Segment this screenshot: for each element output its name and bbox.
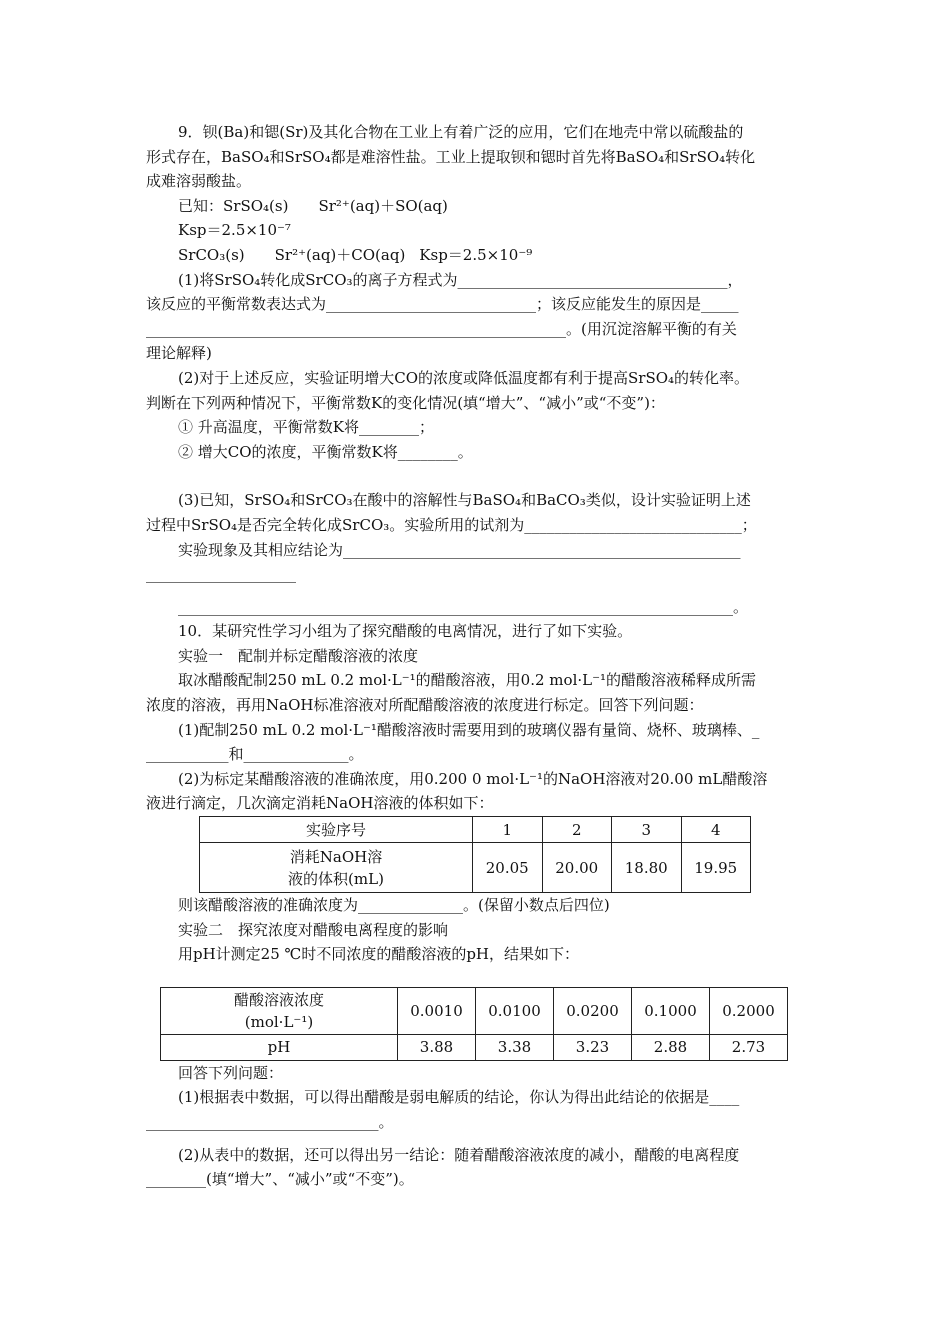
q10-exp1-desc-line-2: 浓度的溶液，再用NaOH标准溶液对所配醋酸溶液的浓度进行标定。回答下列问题： bbox=[146, 696, 704, 715]
trial-header: 实验序号 bbox=[200, 817, 473, 843]
volume-value: 20.00 bbox=[542, 843, 612, 893]
trial-number: 2 bbox=[542, 817, 612, 843]
volume-row-label bbox=[200, 843, 473, 893]
volume-value: 19.95 bbox=[681, 843, 751, 893]
q9-intro-line-3: 成难溶弱酸盐。 bbox=[146, 172, 252, 191]
volume-label-line-1: 消耗NaOH溶 bbox=[289, 847, 383, 866]
q9-part2-line-2: 判断在下列两种情况下，平衡常数K的变化情况(填“增大”、“减小”或“不变”)： bbox=[146, 393, 665, 412]
trial-number: 1 bbox=[473, 817, 543, 843]
q10-exp1-title: 实验一 配制并标定醋酸溶液的浓度 bbox=[178, 646, 419, 665]
q9-part1-line-3: ________________________________________________________。(用沉淀溶解平衡的有关 bbox=[146, 319, 737, 338]
titration-table bbox=[199, 816, 751, 893]
concentration-value: 0.0010 bbox=[398, 987, 476, 1034]
table-row bbox=[161, 987, 788, 1034]
concentration-row-label bbox=[161, 987, 398, 1034]
q9-equation-1: Sr²⁺(aq)＋SO(aq) bbox=[318, 196, 448, 215]
q9-part3-line-2: 过程中SrSO₄是否完全转化成SrCO₃。实验所用的试剂为_____________________________； bbox=[146, 515, 757, 534]
q9-intro-line-1: 9．钡(Ba)和锶(Sr)及其化合物在工业上有着广泛的应用，它们在地壳中常以硫酸盐的 bbox=[178, 123, 744, 141]
concentration-label-line-1: 醋酸溶液浓度 bbox=[233, 990, 324, 1009]
volume-value: 20.05 bbox=[473, 843, 543, 893]
q9-intro-line-2: 形式存在，BaSO₄和SrSO₄都是难溶性盐。工业上提取钡和锶时首先将BaSO₄和SrSO₄转化 bbox=[146, 147, 756, 166]
volume-value: 18.80 bbox=[612, 843, 682, 893]
q10-exp1-q1-line-2: ___________和______________。 bbox=[146, 745, 364, 764]
table-row bbox=[200, 817, 751, 843]
ph-value: 3.38 bbox=[476, 1034, 554, 1060]
ph-table bbox=[160, 987, 788, 1061]
q10-exp1-q2-answer: 则该醋酸溶液的准确浓度为______________。(保留小数点后四位) bbox=[178, 896, 610, 915]
ph-row-label: pH bbox=[161, 1034, 398, 1060]
q9-part3-line-4: ____________________ bbox=[146, 565, 296, 584]
q9-srco3-label: SrCO₃(s) bbox=[178, 245, 245, 264]
table-row bbox=[161, 1034, 788, 1060]
q9-part3-line-1: (3)已知，SrSO₄和SrCO₃在酸中的溶解性与BaSO₄和BaCO₃类似，设计实验证明上述 bbox=[178, 491, 751, 510]
document-page bbox=[146, 120, 810, 1192]
q10-exp1-q1-line-1: (1)配制250 mL 0.2 mol·L⁻¹醋酸溶液时需要用到的玻璃仪器有量筒、烧杯、玻璃棒、_ bbox=[178, 720, 760, 739]
q9-ksp-1: Ksp＝2.5×10⁻⁷ bbox=[178, 221, 291, 240]
q10-exp2-q2-line-2: ________(填“增大”、“减小”或“不变”)。 bbox=[146, 1170, 414, 1189]
q9-known-label: 已知：SrSO₄(s) bbox=[178, 196, 289, 215]
ph-value: 2.73 bbox=[710, 1034, 788, 1060]
q10-exp1-q2-line-2: 液进行滴定，几次滴定消耗NaOH溶液的体积如下： bbox=[146, 794, 494, 813]
q10-exp1-desc-line-1: 取冰醋酸配制250 mL 0.2 mol·L⁻¹的醋酸溶液，用0.2 mol·L⁻¹的醋酸溶液稀释成所需 bbox=[178, 671, 757, 690]
q9-known-equilibrium-1 bbox=[146, 194, 810, 219]
q10-exp2-title: 实验二 探究浓度对醋酸电离程度的影响 bbox=[178, 920, 449, 939]
concentration-value: 0.0100 bbox=[476, 987, 554, 1034]
q10-exp2-desc: 用pH计测定25 ℃时不同浓度的醋酸溶液的pH，结果如下： bbox=[178, 945, 580, 964]
concentration-value: 0.2000 bbox=[710, 987, 788, 1034]
q9-ksp-2: Ksp＝2.5×10⁻⁹ bbox=[419, 245, 533, 264]
q10-intro: 10．某研究性学习小组为了探究醋酸的电离情况，进行了如下实验。 bbox=[178, 622, 633, 641]
q9-part1-line-1: (1)将SrSO₄转化成SrCO₃的离子方程式为____________________________________， bbox=[178, 270, 743, 289]
q10-exp2-q1-line-1: (1)根据表中数据，可以得出醋酸是弱电解质的结论，你认为得出此结论的依据是____ bbox=[178, 1088, 740, 1107]
concentration-label-line-2: (mol·L⁻¹) bbox=[244, 1012, 314, 1031]
ph-value: 2.88 bbox=[632, 1034, 710, 1060]
q9-known-equilibrium-2 bbox=[146, 243, 810, 268]
q9-part2-line-1: (2)对于上述反应，实验证明增大CO的浓度或降低温度都有利于提高SrSO₄的转化率。 bbox=[178, 368, 750, 387]
q9-part2-item-a: ① 升高温度，平衡常数K将________； bbox=[178, 418, 434, 437]
trial-number: 4 bbox=[681, 817, 751, 843]
q10-exp2-q1-line-2: _______________________________。 bbox=[146, 1113, 394, 1131]
ph-value: 3.23 bbox=[554, 1034, 632, 1060]
q9-equation-2: Sr²⁺(aq)＋CO(aq) bbox=[274, 245, 406, 264]
concentration-value: 0.0200 bbox=[554, 987, 632, 1034]
q9-part2-item-b: ② 增大CO的浓度，平衡常数K将________。 bbox=[178, 442, 473, 461]
q10-answer-prompt: 回答下列问题： bbox=[178, 1063, 284, 1082]
ph-value: 3.88 bbox=[398, 1034, 476, 1060]
q10-exp2-q2-line-1: (2)从表中的数据，还可以得出另一结论：随着醋酸溶液浓度的减小，醋酸的电离程度 bbox=[178, 1145, 740, 1164]
q10-exp1-q2-line-1: (2)为标定某醋酸溶液的准确浓度，用0.200 0 mol·L⁻¹的NaOH溶液对20.00 mL醋酸溶 bbox=[178, 769, 768, 788]
trial-number: 3 bbox=[612, 817, 682, 843]
table-row bbox=[200, 843, 751, 893]
q9-part1-line-4: 理论解释) bbox=[146, 344, 212, 363]
concentration-value: 0.1000 bbox=[632, 987, 710, 1034]
q9-part1-line-2: 该反应的平衡常数表达式为____________________________；该反应能发生的原因是_____ bbox=[146, 295, 739, 314]
q9-part3-line-3: 实验现象及其相应结论为_____________________________________________________ bbox=[178, 540, 741, 559]
volume-label-line-2: 液的体积(mL) bbox=[288, 869, 384, 888]
q9-part3-line-5: __________________________________________________________________________。 bbox=[178, 597, 749, 616]
